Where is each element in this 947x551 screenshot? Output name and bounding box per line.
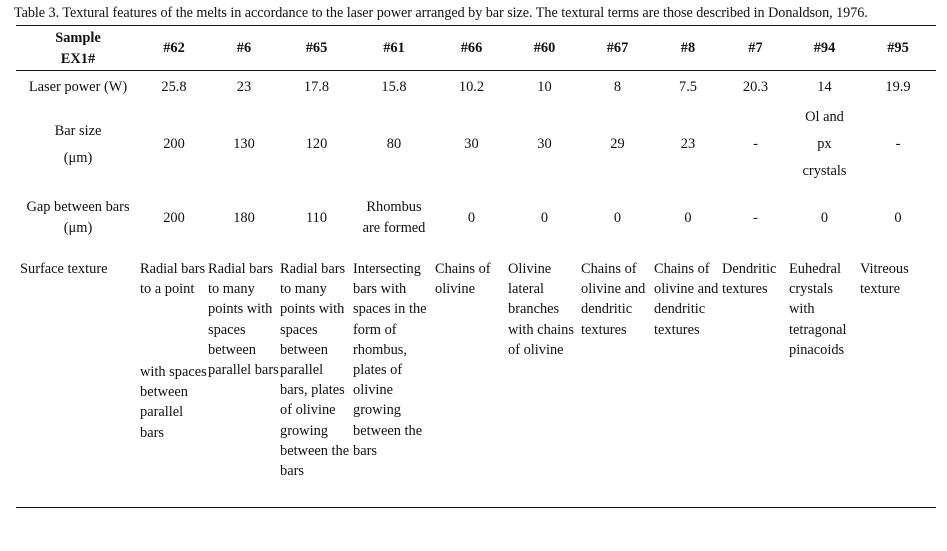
table-cell: 23 <box>680 136 696 152</box>
table-cell: Radial bars to many points with spaces between parallel bars <box>208 261 279 379</box>
row-label <box>16 185 140 251</box>
table-caption: Table 3. Textural features of the melts in accordance to the laser power arranged by bar size. The textural terms are those described in Donaldson, 1976. <box>14 5 868 21</box>
row-label-line2: (μm) <box>63 220 93 236</box>
table-cell: 29 <box>610 136 625 152</box>
sample-col-header: #95 <box>887 40 909 57</box>
surface-text-part2: with spaces between parallel bars <box>140 364 207 441</box>
sample-col-header: #6 <box>236 40 252 57</box>
table-cell: Chains of olivine and dendritic textures <box>581 261 646 338</box>
table-cell: - <box>753 209 758 226</box>
row-label: Laser power (W) <box>28 78 128 95</box>
sample-col-header: #7 <box>748 40 763 57</box>
table-cell: 0 <box>820 209 829 226</box>
sample-header-line1: Sample <box>55 29 101 46</box>
table-cell: 19.9 <box>885 78 911 95</box>
sample-col-header: #65 <box>305 40 328 57</box>
table-cell: - <box>753 136 758 152</box>
table-cell: 20.3 <box>742 78 769 95</box>
table-cell: 200 <box>163 209 185 226</box>
sample-header-line2: EX1# <box>60 50 96 67</box>
table-cell: 0 <box>894 209 902 226</box>
table-cell: Dendritic textures <box>722 261 777 298</box>
row-label: Surface texture <box>20 261 108 277</box>
table-cell: 25.8 <box>161 78 187 95</box>
row-label-line1: Gap between bars <box>26 199 130 215</box>
table-row-gap-between-bars <box>16 185 936 251</box>
table-cell: 180 <box>233 209 255 226</box>
top-rule <box>16 25 936 26</box>
table-cell: Rhombus are formed <box>362 199 426 236</box>
table-cell: 130 <box>233 136 255 152</box>
header-row <box>16 27 936 70</box>
table-cell: Vitreous texture <box>860 261 909 298</box>
table-cell: 10.2 <box>458 78 485 95</box>
sample-col-header: #60 <box>533 40 556 57</box>
table-row-laser-power <box>16 70 936 104</box>
table-cell: 80 <box>386 136 402 152</box>
table-cell: 10 <box>537 78 552 95</box>
table-cell: - <box>895 136 901 152</box>
table-cell: 110 <box>305 209 328 226</box>
table-cell: Radial bars to many points with spaces between parallel bars, plates of olivine growing between the bars <box>280 261 350 480</box>
table-cell: 8 <box>613 78 622 95</box>
table-cell: Ol and px crystals <box>802 109 847 179</box>
table-cell: 7.5 <box>679 78 697 95</box>
row-label-line1: Bar size <box>54 122 102 139</box>
row-label-line2: (μm) <box>63 149 93 166</box>
table-cell: 0 <box>684 209 692 226</box>
sample-col-header: #67 <box>606 40 629 57</box>
table-cell <box>140 251 208 551</box>
table-cell: Chains of olivine <box>435 261 491 298</box>
sample-col-header: #8 <box>680 40 696 57</box>
table-cell: 200 <box>163 136 185 152</box>
table-cell: 120 <box>305 136 328 152</box>
sample-col-header: #66 <box>460 40 483 57</box>
table-cell: 0 <box>540 209 549 226</box>
table-cell: 23 <box>236 78 252 95</box>
table-cell: 0 <box>467 209 476 226</box>
sample-col-header: #62 <box>163 40 185 57</box>
sample-col-header: #94 <box>813 40 836 57</box>
table-cell: Intersecting bars with spaces in the form of rhombus, plates of olivine growing between the bars <box>353 261 427 459</box>
table-cell: Chains of olivine and dendritic textures <box>654 261 719 338</box>
table-cell: 14 <box>817 78 832 95</box>
table-row-bar-size <box>16 104 936 185</box>
table-cell: 30 <box>464 136 479 152</box>
table-cell: 30 <box>537 136 552 152</box>
table-cell: Euhedral crystals with tetragonal pinacoids <box>789 261 847 358</box>
surface-text-part1: Radial bars to a point <box>140 261 206 298</box>
table-cell: 15.8 <box>381 78 407 95</box>
sample-header <box>16 27 140 70</box>
table-row-surface-texture <box>16 251 936 551</box>
textural-features-table <box>16 27 936 551</box>
table-cell: 17.8 <box>303 78 330 95</box>
table-cell: 0 <box>613 209 622 226</box>
sample-col-header: #61 <box>383 40 405 57</box>
table-cell: Olivine lateral branches with chains of olivine <box>508 261 574 358</box>
row-label <box>16 104 140 185</box>
